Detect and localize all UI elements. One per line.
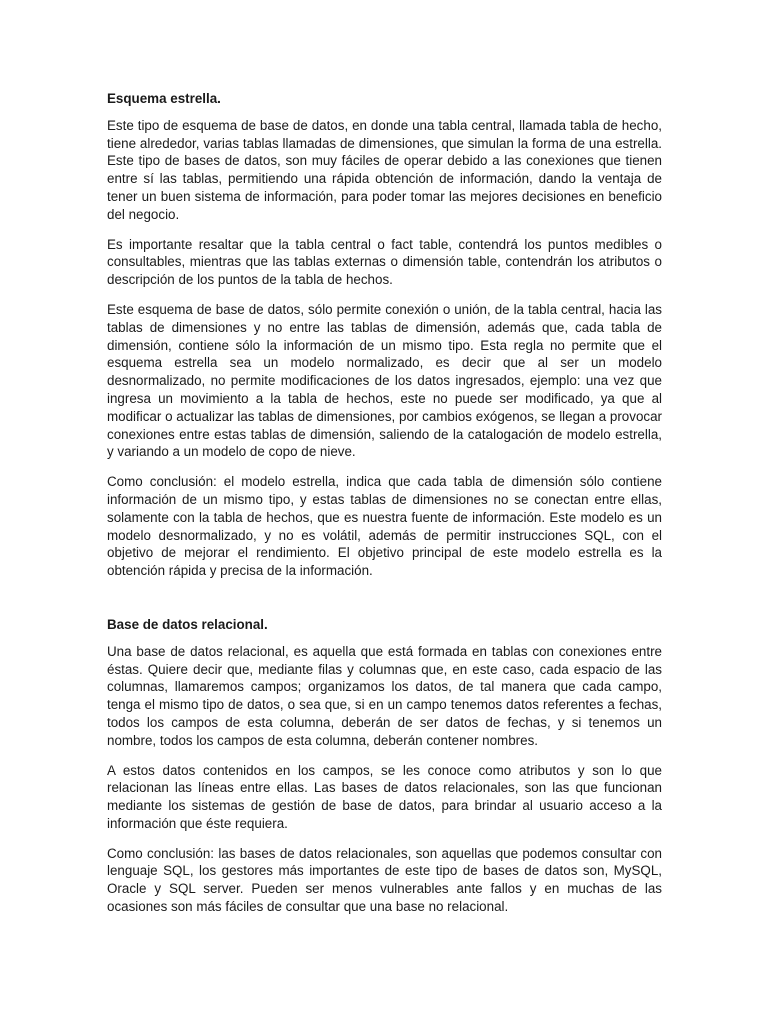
document-page [107,90,662,928]
paragraph: Este tipo de esquema de base de datos, en donde una tabla central, llamada tabla de hecho, tiene alrededor, varias tablas llamadas de dimensiones, que simulan la forma de una estrella. Este tipo de bases de datos, son muy fáciles de operar debido a las conexiones que tienen entre sí las tablas, permitiendo una rápida obtención de información, dando la ventaja de tener un buen sistema de información, para poder tomar las mejores decisiones en beneficio del negocio. [107,117,662,222]
paragraph: Como conclusión: el modelo estrella, indica que cada tabla de dimensión sólo contiene información de un mismo tipo, y estas tablas de dimensiones no se conectan entre ellas, solamente con la tabla de hechos, que es nuestra fuente de información. Este modelo es un modelo desnormalizado, y no es volátil, además de permitir instrucciones SQL, con el objetivo de mejorar el rendimiento. El objetivo principal de este modelo estrella es la obtención rápida y precisa de la información. [107,474,662,579]
paragraph: Una base de datos relacional, es aquella que está formada en tablas con conexiones entre éstas. Quiere decir que, mediante filas y columnas que, en este caso, cada espacio de las columnas, llamaremos campos; organizamos los datos, de tal manera que cada campo, tenga el mismo tipo de datos, o sea que, si en un campo tenemos datos referentes a fechas, todos los campos de esta columna, deberán de ser datos de fechas, y si tenemos un nombre, todos los campos de esta columna, deberán contener nombres. [107,643,662,748]
paragraph: Este esquema de base de datos, sólo permite conexión o unión, de la tabla central, hacia las tablas de dimensiones y no entre las tablas de dimensión, además que, cada tabla de dimensión, contiene sólo la información de un mismo tipo. Esta regla no permite que el esquema estrella sea un modelo normalizado, es decir que al ser un modelo desnormalizado, no permite modificaciones de los datos ingresados, ejemplo: una vez que ingresa un movimiento a la tabla de hechos, este no puede ser modificado, ya que al modificar o actualizar las tablas de dimensiones, por cambios exógenos, se llegan a provocar conexiones entre estas tablas de dimensión, saliendo de la catalogación de modelo estrella, y variando a un modelo de copo de nieve. [107,301,662,460]
section-base-datos-relacional [107,616,662,916]
section-esquema-estrella [107,90,662,580]
section-spacer [107,592,662,616]
paragraph: Como conclusión: las bases de datos relacionales, son aquellas que podemos consultar con lenguaje SQL, los gestores más importantes de este tipo de bases de datos son, MySQL, Oracle y SQL server. Pueden ser menos vulnerables ante fallos y en muchas de las ocasiones son más fáciles de consultar que una base no relacional. [107,845,662,915]
paragraph: A estos datos contenidos en los campos, se les conoce como atributos y son lo que relacionan las líneas entre ellas. Las bases de datos relacionales, son las que funcionan mediante los sistemas de gestión de base de datos, para brindar al usuario acceso a la información que éste requiera. [107,762,662,831]
section-heading: Base de datos relacional. [107,616,268,632]
paragraph: Es importante resaltar que la tabla central o fact table, contendrá los puntos medibles o consultables, mientras que las tablas externas o dimensión table, contendrán los atributos o descripción de los puntos de la tabla de hechos. [107,236,662,288]
section-heading: Esquema estrella. [107,91,221,106]
